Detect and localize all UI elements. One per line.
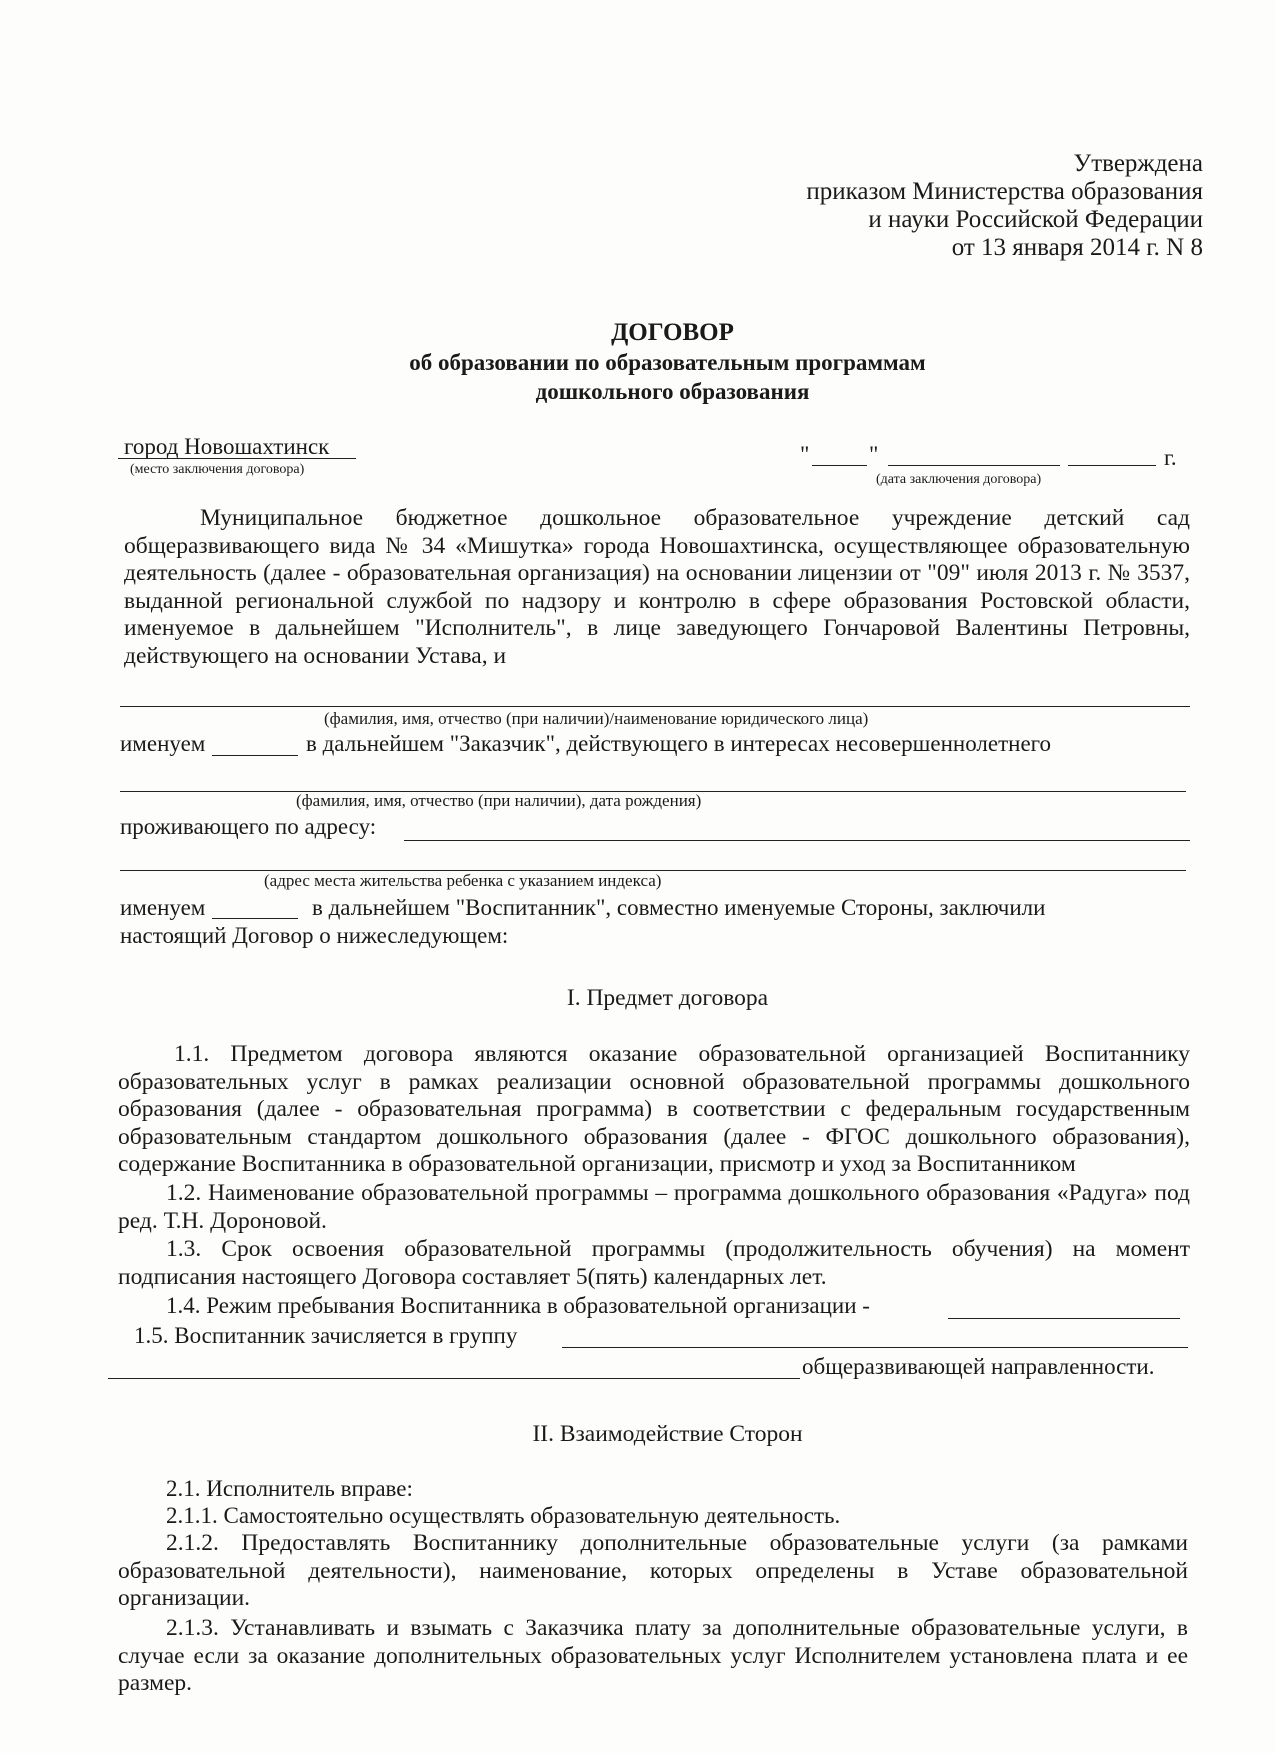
group-line-1[interactable] [562,1347,1188,1348]
place-value: город Новошахтинск [124,434,330,459]
place-caption: (место заключения договора) [130,462,305,477]
preamble-closing: настоящий Договор о нижеследующем: [120,923,509,948]
approval-line-2: приказом Министерства образования [806,178,1203,205]
approval-line-4: от 13 января 2014 г. N 8 [951,234,1203,261]
clause-2-1-2: 2.1.2. Предоставлять Воспитаннику дополнительные образовательные услуги (за рамками образовательной деятельности), наименование, которых определены в Уставе образовательной организации. [118,1530,1188,1611]
title-sub-1: об образовании по образовательным программам [409,350,926,375]
address-line-1[interactable] [404,840,1190,841]
section-1-heading: I. Предмет договора [566,985,769,1011]
date-day-line[interactable] [812,465,867,466]
document-title [0,318,1275,406]
pupil-ending-line[interactable] [212,918,298,919]
title-main: ДОГОВОР [611,319,734,346]
customer-line-end: в дальнейшем "Заказчик", действующего в интересах несовершеннолетнего [306,731,1052,756]
child-caption: (фамилия, имя, отчество (при наличии), дата рождения) [296,791,702,810]
clause-1-1: 1.1. Предметом договора являются оказание образовательной организацией Воспитаннику образовательных услуг в рамках реализации основной образовательной программы дошкольного образования (далее - образовательная программа) в соответствии с федеральным государственным образовательным стандартом дошкольного образования (далее - ФГОС дошкольного образования), содержание Воспитанника в образовательной организации, присмотр и уход за Воспитанником [118,1041,1190,1177]
customer-ending-line[interactable] [212,755,298,756]
date-month-line[interactable] [888,465,1060,466]
date-caption: (дата заключения договора) [876,472,1042,487]
clause-2-1-1: 2.1.1. Самостоятельно осуществлять образовательную деятельность. [166,1503,841,1528]
pupil-line-end: в дальнейшем "Воспитанник", совместно именуемые Стороны, заключили [312,895,1046,920]
date-year-line[interactable] [1068,465,1156,466]
approval-line-1: Утверждена [1073,150,1203,177]
customer-name-line[interactable] [120,706,1190,707]
preamble-paragraph: Муниципальное бюджетное дошкольное образовательное учреждение детский сад общеразвивающего вида № 34 «Мишутка» города Новошахтинска, осуществляющее образовательную деятельность (далее - образовательная организация) на основании лицензии от "09" июля 2013 г. № 3537, выданной региональной службой по надзору и контролю в сфере образования Ростовской области, именуемое в дальнейшем "Исполнитель", в лице заведующего Гончаровой Валентины Петровны, действующего на основании Устава, и [124,505,1190,669]
approval-line-3: и науки Российской Федерации [868,206,1203,233]
date-quote-close: " [869,442,879,467]
date-year-suffix: г. [1164,445,1177,470]
customer-caption: (фамилия, имя, отчество (при наличии)/наименование юридического лица) [324,709,869,728]
clause-1-2: 1.2. Наименование образовательной программы – программа дошкольного образования «Радуга» под ред. Т.Н. Дороновой. [118,1180,1190,1234]
clause-1-5-end: общеразвивающей направленности. [802,1354,1155,1379]
section-2-heading: II. Взаимодействие Сторон [532,1421,803,1447]
clause-1-4: 1.4. Режим пребывания Воспитанника в образовательной организации - [166,1293,870,1318]
place-underline [118,458,356,459]
clause-1-5: 1.5. Воспитанник зачисляется в группу [134,1323,518,1348]
address-caption: (адрес места жительства ребенка с указанием индекса) [264,871,662,890]
approval-block [806,150,1203,262]
clause-1-3: 1.3. Срок освоения образовательной программы (продолжительность обучения) на момент подписания настоящего Договора составляет 5(пять) календарных лет. [118,1236,1190,1290]
address-label: проживающего по адресу: [120,814,377,839]
clause-2-1-3: 2.1.3. Устанавливать и взымать с Заказчика плату за дополнительные образовательные услуги, в случае если за оказание дополнительных образовательных услуг Исполнителем установлена плата и ее размер. [118,1615,1188,1696]
title-sub-2: дошкольного образования [535,379,810,404]
date-quote-open: " [800,442,810,467]
stay-mode-line[interactable] [948,1318,1180,1319]
pupil-line-start: именуем [120,895,206,920]
customer-line-start: именуем [120,731,206,756]
clause-2-1: 2.1. Исполнитель вправе: [166,1476,413,1501]
group-line-2[interactable] [108,1378,800,1379]
